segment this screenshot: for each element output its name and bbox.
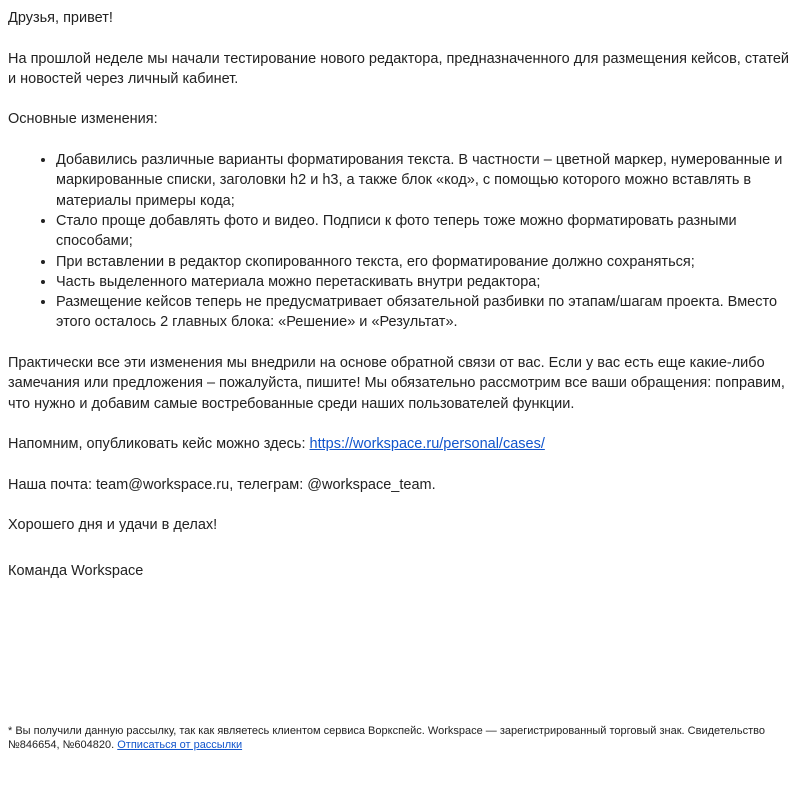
contacts-paragraph: Наша почта: team@workspace.ru, телеграм: @workspace_team.	[8, 476, 436, 493]
signature: Команда Workspace	[8, 562, 144, 579]
unsubscribe-link[interactable]: Отписаться от рассылки	[117, 739, 243, 751]
greeting: Друзья, привет!	[8, 10, 113, 26]
list-item: • Часть выделенного материала можно перетаскивать внутри редактора;	[56, 272, 792, 292]
footer-text: * Вы получили данную рассылку, так как являетесь клиентом сервиса Воркспейс. Workspace — зарегистрированный торговый знак. Свидетельство №846654, №604820.	[8, 725, 765, 751]
wishes-paragraph: Хорошего дня и удачи в делах!	[8, 517, 218, 534]
footer-notice	[8, 724, 768, 752]
list-item: • При вставлении в редактор скопированного текста, его форматирование должно сохраняться;	[56, 252, 792, 272]
cases-link[interactable]: https://workspace.ru/personal/cases/	[309, 436, 545, 453]
list-item: • Добавились различные варианты форматирования текста. В частности – цветной маркер, нумерованные и маркированные списки, заголовки h2 и h3, а также блок «код», с помощью которого можно вставлять в материалы примеры кода;	[56, 150, 792, 211]
list-item: • Размещение кейсов теперь не предусматривает обязательной разбивки по этапам/шагам проекта. Вместо этого осталось 2 главных блока: «Решение» и «Результат».	[56, 292, 792, 333]
feedback-paragraph: Практически все эти изменения мы внедрили на основе обратной связи от вас. Если у вас есть еще какие-либо замечания или предложения – пожалуйста, пишите! Мы обязательно рассмотрим все ваши обращения: поправим, что нужно и добавим самые востребованные среди наших пользователей функции.	[8, 355, 785, 412]
intro-paragraph: На прошлой неделе мы начали тестирование нового редактора, предназначенного для размещения кейсов, статей и новостей через личный кабинет.	[8, 50, 789, 87]
reminder-paragraph	[8, 434, 792, 454]
reminder-text: Напомним, опубликовать кейс можно здесь:	[8, 436, 310, 453]
changes-heading: Основные изменения:	[8, 111, 158, 128]
changes-list	[8, 150, 792, 333]
list-item: • Стало проще добавлять фото и видео. Подписи к фото теперь тоже можно форматировать разными способами;	[56, 211, 792, 252]
